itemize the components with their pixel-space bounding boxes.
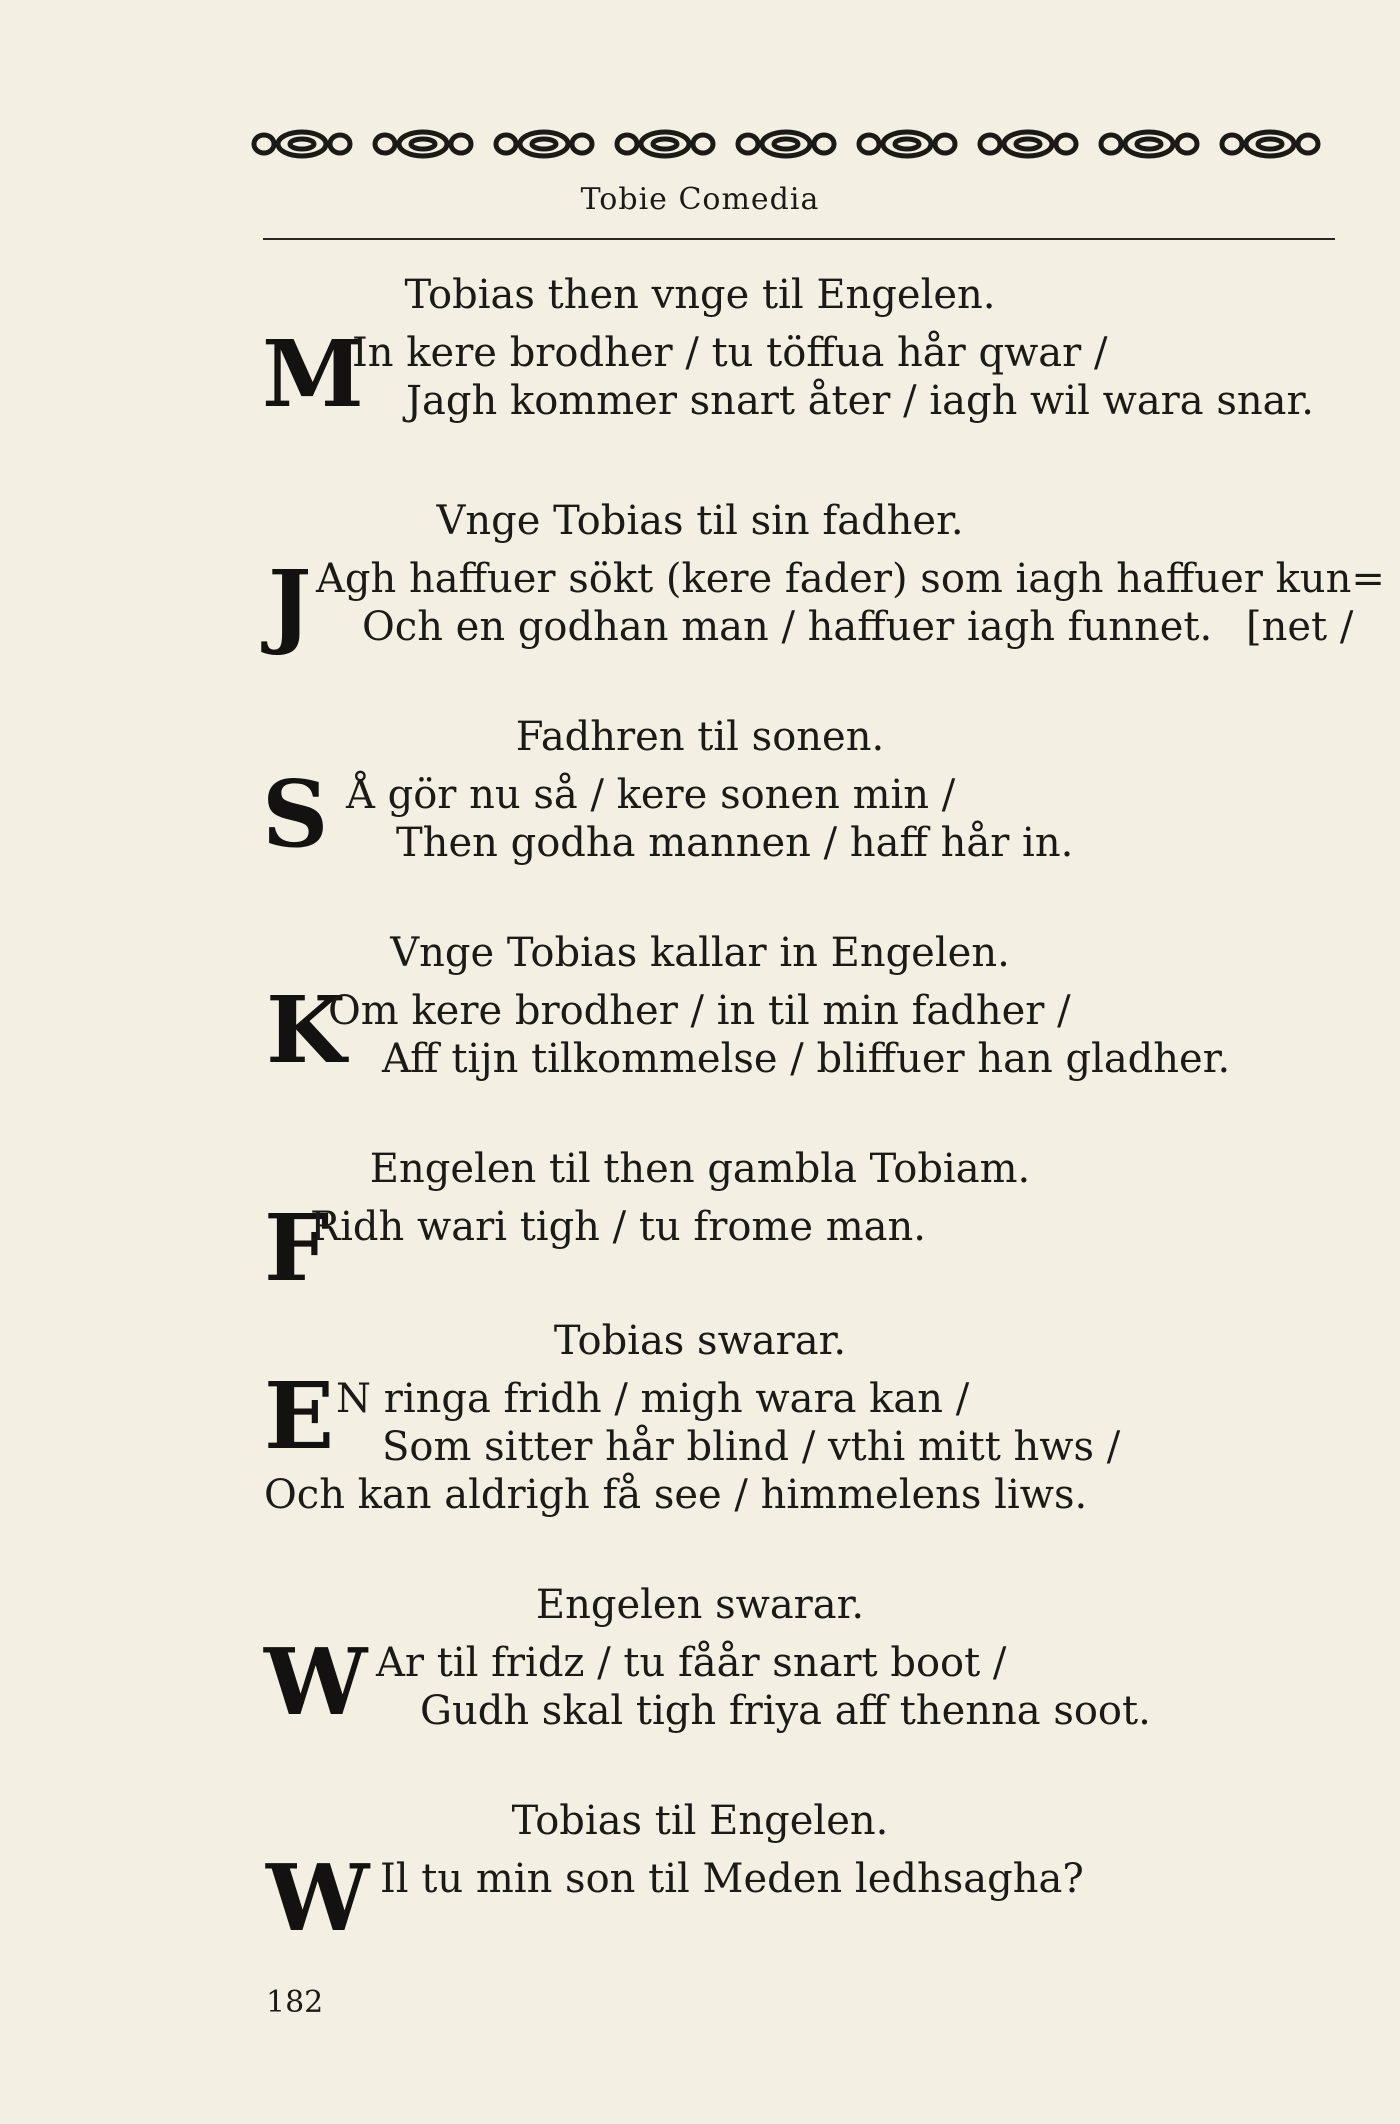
section-heading: Tobias swarar. xyxy=(553,1318,847,1364)
section-heading: Vnge Tobias kallar in Engelen. xyxy=(390,930,1010,976)
section-heading: Engelen til then gambla Tobiam. xyxy=(369,1146,1031,1192)
verse-line: Ar til fridz / tu fåår snart boot / xyxy=(376,1640,1007,1686)
turnover-bracket: [net / xyxy=(1246,604,1354,650)
verse-line: Ridh wari tigh / tu frome man. xyxy=(310,1204,926,1250)
drop-cap: W xyxy=(264,1628,368,1736)
running-head: Tobie Comedia xyxy=(580,182,820,217)
section-5 xyxy=(0,1144,1400,1302)
verse-line: Och en godhan man / haffuer iagh funnet. xyxy=(362,604,1213,650)
ornament-border xyxy=(250,126,1342,162)
ornament-link xyxy=(254,132,350,156)
section-heading: Fadhren til sonen. xyxy=(515,714,885,760)
verse-line: Och kan aldrigh få see / himmelens liws. xyxy=(264,1472,1088,1518)
drop-cap: J xyxy=(268,550,312,658)
verse-line: Som sitter hår blind / vthi mitt hws / xyxy=(382,1424,1121,1470)
verse-line: Å gör nu så / kere sonen min / xyxy=(346,772,956,818)
verse-line: N ringa fridh / migh wara kan / xyxy=(336,1376,970,1422)
drop-cap: K xyxy=(266,976,346,1084)
section-heading: Tobias then vnge til Engelen. xyxy=(404,272,996,318)
drop-cap: M xyxy=(262,320,364,428)
drop-cap: W xyxy=(266,1844,370,1952)
section-heading: Vnge Tobias til sin fadher. xyxy=(436,498,964,544)
page-number: 182 xyxy=(266,1985,324,2020)
section-6 xyxy=(0,1316,1400,1518)
header-rule xyxy=(263,238,1335,240)
section-heading: Tobias til Engelen. xyxy=(511,1798,889,1844)
verse-line: Gudh skal tigh friya aff thenna soot. xyxy=(420,1688,1151,1734)
section-2 xyxy=(0,496,1400,658)
section-8 xyxy=(0,1796,1400,1952)
verse-line: In kere brodher / tu töffua hår qwar / xyxy=(352,330,1108,376)
drop-cap: S xyxy=(262,760,329,868)
verse-line: Il tu min son til Meden ledhsagha? xyxy=(380,1856,1084,1902)
section-3 xyxy=(0,712,1400,868)
drop-cap: E xyxy=(264,1362,335,1470)
verse-line: Jagh kommer snart åter / iagh wil wara snar. xyxy=(406,378,1314,424)
section-1 xyxy=(0,270,1400,428)
section-heading: Engelen swarar. xyxy=(535,1582,865,1628)
verse-line: Om kere brodher / in til min fadher / xyxy=(328,988,1071,1034)
verse-line: Agh haffuer sökt (kere fader) som iagh haffuer kun= xyxy=(316,556,1385,602)
section-4 xyxy=(0,928,1400,1084)
drop-cap: F xyxy=(264,1194,330,1302)
verse-line: Then godha mannen / haff hår in. xyxy=(396,820,1074,866)
section-7 xyxy=(0,1580,1400,1736)
verse-line: Aff tijn tilkommelse / bliffuer han gladher. xyxy=(382,1036,1231,1082)
